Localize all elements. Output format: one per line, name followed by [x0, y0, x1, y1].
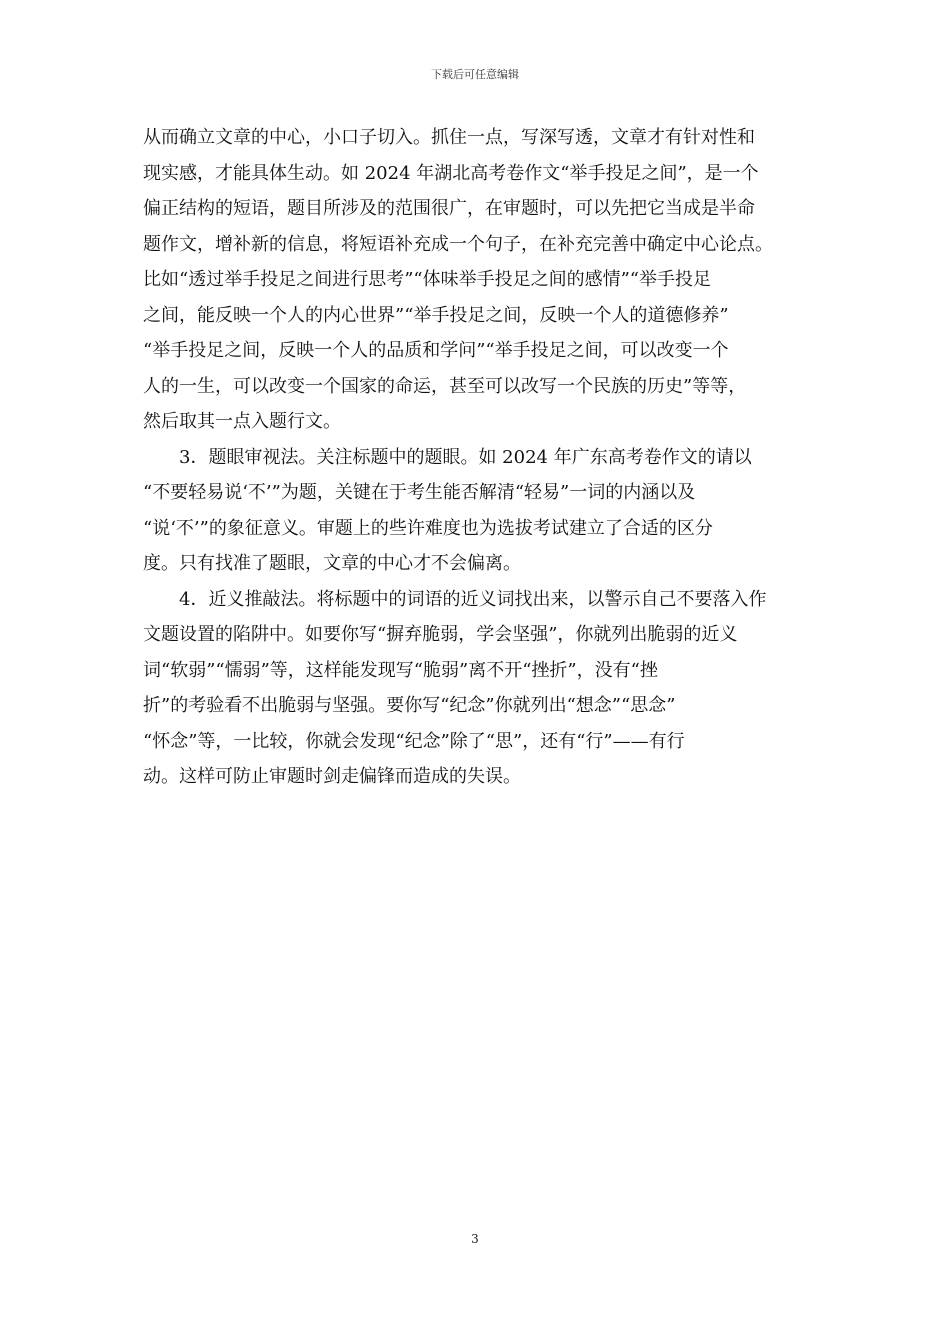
text-line: “不要轻易说‘不’”为题，关键在于考生能否解清“轻易”一词的内涵以及 — [143, 482, 696, 503]
document-body — [143, 120, 813, 795]
page-number: 3 — [471, 1232, 479, 1246]
text-line: 之间，能反映一个人的内心世界”“举手投足之间，反映一个人的道德修养” — [143, 304, 729, 326]
text-line: 比如“透过举手投足之间进行思考”“体味举手投足之间的感情”“举手投足 — [143, 269, 712, 290]
text-line: 词“软弱”“懦弱”等，这样能发现写“脆弱”离不开“挫折”，没有“挫 — [143, 659, 658, 681]
text-line: 4．近义推敲法。将标题中的词语的近义词找出来，以警示自己不要落入作 — [179, 588, 767, 610]
text-line: 现实感，才能具体生动。如 2024 年湖北高考卷作文“举手投足之间”，是一个 — [143, 162, 759, 184]
text-line: 从而确立文章的中心，小口子切入。抓住一点，写深写透，文章才有针对性和 — [143, 127, 755, 148]
paragraph-3-keyword-method — [143, 440, 813, 582]
text-line: 3．题眼审视法。关注标题中的题眼。如 2024 年广东高考卷作文的请以 — [179, 446, 752, 468]
text-line: 折”的考验看不出脆弱与坚强。要你写“纪念”你就列出“想念”“思念” — [143, 695, 676, 716]
text-line: 动。这样可防止审题时剑走偏锋而造成的失误。 — [143, 766, 521, 787]
text-line: “举手投足之间，反映一个人的品质和学问”“举手投足之间，可以改变一个 — [143, 340, 729, 361]
text-line: 度。只有找准了题眼，文章的中心才不会偏离。 — [143, 553, 521, 574]
text-line: 偏正结构的短语，题目所涉及的范围很广，在审题时，可以先把它当成是半命 — [143, 198, 755, 219]
text-line: “怀念”等，一比较，你就会发现“纪念”除了“思”，还有“行”——有行 — [143, 730, 685, 752]
paragraph-intro — [143, 120, 813, 440]
text-line: 题作文，增补新的信息，将短语补充成一个句子，在补充完善中确定中心论点。 — [143, 233, 773, 255]
text-line: “说‘不’”的象征意义。审题上的些许难度也为选拔考试建立了合适的区分 — [143, 517, 713, 539]
text-line: 文题设置的陷阱中。如要你写“摒弃脆弱，学会坚强”，你就列出脆弱的近义 — [143, 624, 738, 645]
page-header: 下载后可任意编辑 — [431, 68, 519, 81]
text-line: 人的一生，可以改变一个国家的命运，甚至可以改写一个民族的历史”等等， — [143, 375, 747, 397]
paragraph-4-synonym-method — [143, 582, 813, 795]
text-line: 然后取其一点入题行文。 — [143, 411, 341, 432]
